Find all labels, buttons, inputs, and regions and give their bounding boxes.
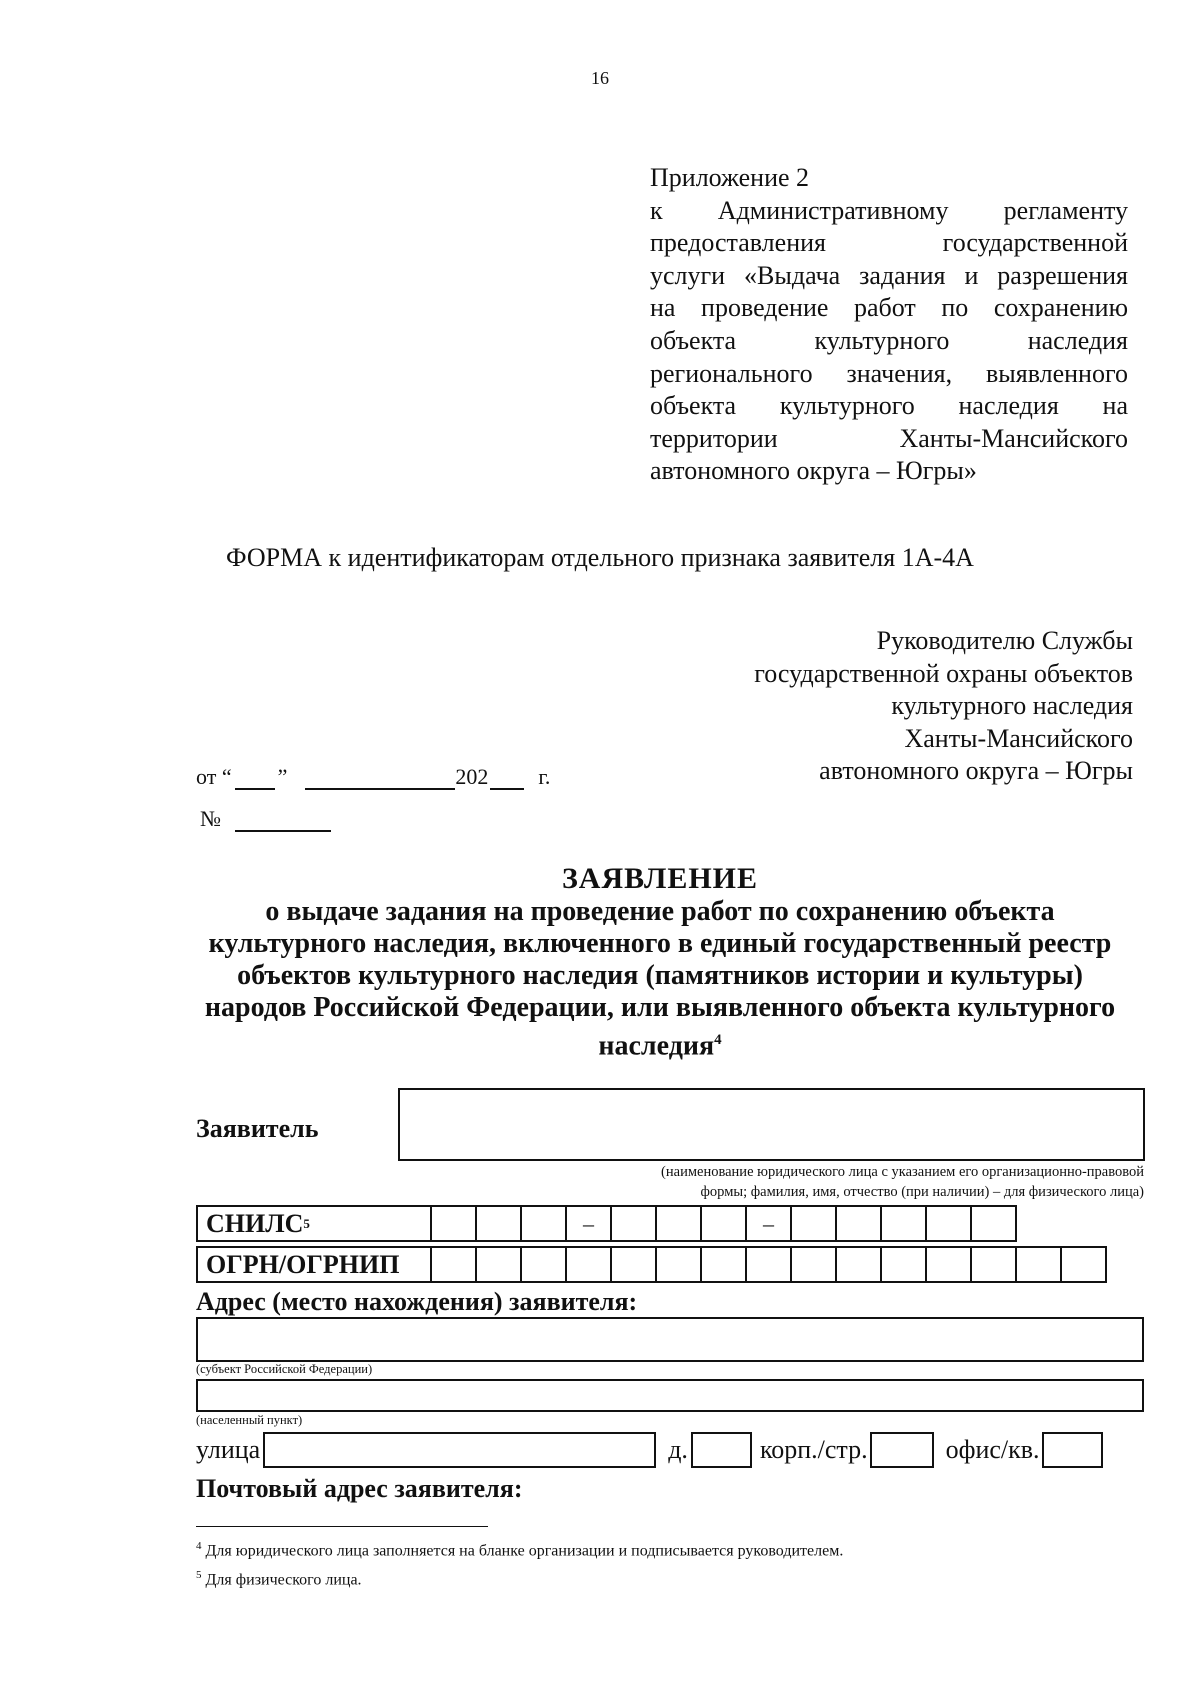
appendix-line: регионального значения, выявленного [650, 358, 1128, 388]
ogrn-digit-cell[interactable] [520, 1246, 567, 1283]
form-title: ФОРМА к идентификаторам отдельного признака заявителя 1А-4А [226, 543, 974, 572]
heading-line: о выдаче задания на проведение работ по сохранению объекта [265, 896, 1055, 927]
snils-separator: – [565, 1205, 612, 1242]
ogrn-digit-cell[interactable] [1015, 1246, 1062, 1283]
snils-digit-cell[interactable] [880, 1205, 927, 1242]
footnote-text: Для физического лица. [205, 1571, 362, 1589]
recipient-line: автономного округа – Югры [819, 756, 1133, 786]
statement-heading [190, 863, 1130, 1062]
ogrn-digit-cell[interactable] [970, 1246, 1017, 1283]
number-field[interactable] [235, 808, 331, 832]
office-label: офис/кв. [945, 1435, 1040, 1464]
appendix-line: предоставления государственной [650, 228, 1128, 258]
snils-digit-cell[interactable] [520, 1205, 567, 1242]
ogrn-digit-cell[interactable] [475, 1246, 522, 1283]
footnote-marker: 5 [196, 1569, 202, 1581]
ogrn-digit-cell[interactable] [745, 1246, 792, 1283]
recipient-block [600, 625, 1133, 788]
footnote-marker: 4 [196, 1540, 202, 1552]
snils-digit-cell[interactable] [700, 1205, 747, 1242]
date-prefix: от “ [196, 764, 232, 789]
day-field[interactable] [235, 766, 275, 790]
date-line [196, 764, 550, 790]
ogrn-digit-cell[interactable] [700, 1246, 747, 1283]
page-number: 16 [591, 68, 609, 88]
number-line [200, 806, 331, 832]
address-heading: Адрес (место нахождения) заявителя: [196, 1287, 638, 1316]
locality-field[interactable] [196, 1379, 1144, 1412]
ogrn-digit-cell[interactable] [430, 1246, 477, 1283]
footnote-divider [196, 1526, 488, 1527]
footnote-5 [196, 1569, 362, 1589]
ogrn-digit-cell[interactable] [790, 1246, 837, 1283]
appendix-title: Приложение 2 [650, 163, 810, 192]
ogrn-label: ОГРН/ОГРНИП [196, 1246, 432, 1283]
heading-line: культурного наследия, включенного в единый государственный реестр [208, 928, 1112, 959]
appendix-line: объекта культурного наследия [650, 325, 1128, 355]
ogrn-digit-cell[interactable] [1060, 1246, 1107, 1283]
number-label: № [200, 806, 221, 831]
heading-line: народов Российской Федерации, или выявленного объекта культурного [204, 992, 1116, 1023]
snils-label: СНИЛС 5 [196, 1205, 432, 1242]
applicant-caption-line: формы; фамилия, имя, отчество (при наличии) – для физического лица) [700, 1184, 1144, 1200]
appendix-line: автономного округа – Югры» [650, 456, 977, 486]
appendix-line: объекта культурного наследия на [650, 391, 1128, 421]
snils-digit-cell[interactable] [925, 1205, 972, 1242]
street-label: улица [196, 1435, 261, 1464]
appendix-line: услуги «Выдача задания и разрешения [650, 260, 1128, 290]
snils-digit-cell[interactable] [655, 1205, 702, 1242]
appendix-line: территории Ханты-Мансийского [650, 423, 1128, 453]
ogrn-digit-cell[interactable] [565, 1246, 612, 1283]
snils-digit-cell[interactable] [475, 1205, 522, 1242]
appendix-line: к Административному регламенту [650, 195, 1128, 225]
footnote-ref-5: 5 [303, 1215, 310, 1231]
recipient-line: Руководителю Службы [876, 626, 1133, 655]
applicant-caption-line: (наименование юридического лица с указанием его организационно-правовой [661, 1164, 1144, 1180]
applicant-label: Заявитель [196, 1114, 319, 1143]
region-caption: (субъект Российской Федерации) [196, 1362, 373, 1376]
recipient-line: Ханты-Мансийского [904, 723, 1133, 753]
heading-line: наследия [598, 1030, 715, 1062]
office-field[interactable] [1042, 1432, 1103, 1468]
recipient-line: государственной охраны объектов [754, 658, 1133, 688]
footnote-ref-4: 4 [714, 1032, 722, 1048]
street-row [196, 1432, 1103, 1468]
ogrn-digit-cell[interactable] [835, 1246, 882, 1283]
snils-separator: – [745, 1205, 792, 1242]
ogrn-digit-cell[interactable] [610, 1246, 657, 1283]
snils-digit-cell[interactable] [790, 1205, 837, 1242]
ogrn-row [196, 1246, 1107, 1283]
footnote-4 [196, 1540, 843, 1560]
snils-digit-cell[interactable] [970, 1205, 1017, 1242]
appendix-line: на проведение работ по сохранению [650, 293, 1128, 323]
snils-digit-cell[interactable] [610, 1205, 657, 1242]
snils-row [196, 1205, 1017, 1242]
appendix-block [650, 162, 1128, 488]
house-label: д. [668, 1435, 688, 1464]
year-field[interactable] [490, 766, 524, 790]
house-field[interactable] [691, 1432, 752, 1468]
statement-title: ЗАЯВЛЕНИЕ [561, 862, 759, 895]
month-field[interactable] [305, 766, 455, 790]
region-field[interactable] [196, 1317, 1144, 1362]
building-label: корп./стр. [759, 1435, 868, 1464]
footnote-text: Для юридического лица заполняется на бланке организации и подписывается руководителем. [205, 1542, 844, 1560]
applicant-caption [500, 1162, 1144, 1202]
street-field[interactable] [263, 1432, 656, 1468]
recipient-line: культурного наследия [891, 691, 1133, 721]
heading-line: объектов культурного наследия (памятников истории и культуры) [237, 960, 1083, 991]
snils-digit-cell[interactable] [835, 1205, 882, 1242]
postal-address-heading: Почтовый адрес заявителя: [196, 1474, 523, 1503]
ogrn-digit-cell[interactable] [925, 1246, 972, 1283]
locality-caption: (населенный пункт) [196, 1413, 303, 1427]
building-field[interactable] [870, 1432, 934, 1468]
ogrn-digit-cell[interactable] [655, 1246, 702, 1283]
date-close-quote: ” [277, 764, 288, 789]
snils-digit-cell[interactable] [430, 1205, 477, 1242]
year-prefix: 202 [455, 764, 489, 789]
ogrn-digit-cell[interactable] [880, 1246, 927, 1283]
year-suffix: г. [538, 764, 551, 789]
applicant-field[interactable] [398, 1088, 1145, 1161]
